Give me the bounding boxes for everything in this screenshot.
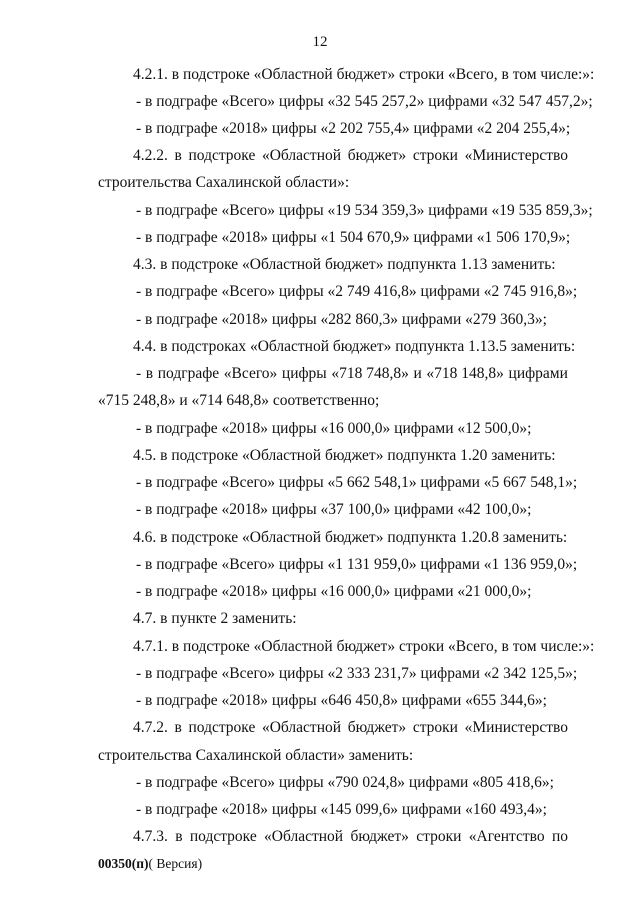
paragraph-line: - в подграфе «Всего» цифры «5 662 548,1» цифрами «5 667 548,1»;	[136, 474, 578, 491]
word: подстроке	[188, 147, 256, 164]
word: «Министерство	[464, 147, 568, 164]
paragraph-line: - в подграфе «Всего» цифры «2 749 416,8» цифрами «2 745 916,8»;	[136, 283, 578, 300]
paragraph-line: - в подграфе «2018» цифры «16 000,0» цифрами «21 000,0»;	[136, 583, 532, 600]
paragraph-line-justified	[133, 828, 568, 846]
word: в	[175, 828, 183, 845]
paragraph-line: - в подграфе «2018» цифры «1 504 670,9» цифрами «1 506 170,9»;	[136, 229, 571, 246]
paragraph-line: 4.3. в подстроке «Областной бюджет» подпункта 1.13 заменить:	[133, 256, 556, 273]
word: цифры	[281, 365, 327, 382]
paragraph-line: 4.5. в подстроке «Областной бюджет» подпункта 1.20 заменить:	[133, 447, 556, 464]
word: бюджет»	[350, 828, 409, 845]
word: «718 748,8»	[331, 365, 409, 382]
paragraph-line: - в подграфе «Всего» цифры «19 534 359,3» цифрами «19 535 859,3»;	[136, 202, 593, 219]
paragraph-line: «715 248,8» и «714 648,8» соответственно;	[98, 392, 380, 409]
word: подстроке	[189, 828, 257, 845]
paragraph-line: - в подграфе «2018» цифры «145 099,6» цифрами «160 493,4»;	[136, 801, 547, 818]
paragraph-line-justified	[133, 147, 568, 165]
paragraph-line: строительства Сахалинской области» заменить:	[98, 747, 414, 764]
word: подстроке	[188, 719, 256, 736]
word: строки	[412, 719, 458, 736]
paragraph-line: 4.4. в подстроках «Областной бюджет» подпункта 1.13.5 заменить:	[133, 338, 576, 355]
paragraph-line-justified	[133, 719, 568, 737]
word: в	[174, 719, 182, 736]
word: «Всего»	[223, 365, 278, 382]
paragraph-line: 4.2.1. в подстроке «Областной бюджет» строки «Всего, в том числе:»:	[133, 66, 595, 83]
paragraph-line: 4.7.1. в подстроке «Областной бюджет» строки «Всего, в том числе:»:	[133, 638, 595, 655]
word: «Областной	[261, 719, 342, 736]
word: «Министерство	[464, 719, 568, 736]
paragraph-line: - в подграфе «2018» цифры «37 100,0» цифрами «42 100,0»;	[136, 501, 532, 518]
paragraph-line: - в подграфе «Всего» цифры «32 545 257,2» цифрами «32 547 457,2»;	[136, 93, 593, 110]
word: бюджет»	[347, 719, 407, 736]
paragraph-line: - в подграфе «2018» цифры «282 860,3» цифрами «279 360,3»;	[136, 311, 547, 328]
footer	[98, 856, 202, 872]
word: и	[413, 365, 422, 382]
paragraph-line-justified	[136, 365, 568, 383]
word: в	[145, 365, 154, 382]
word: -	[136, 365, 142, 382]
footer-code: 00350(п)	[98, 856, 149, 871]
word: 4.7.3.	[133, 828, 168, 845]
word: «718 148,8»	[426, 365, 504, 382]
paragraph-line: - в подграфе «2018» цифры «16 000,0» цифрами «12 500,0»;	[136, 420, 532, 437]
paragraph-line: строительства Сахалинской области»:	[98, 174, 350, 191]
word: подграфе	[157, 365, 220, 382]
word: строки	[412, 147, 458, 164]
paragraph-line: - в подграфе «Всего» цифры «1 131 959,0» цифрами «1 136 959,0»;	[136, 556, 578, 573]
paragraph-line: - в подграфе «Всего» цифры «790 024,8» цифрами «805 418,6»;	[136, 774, 554, 791]
paragraph-line: - в подграфе «2018» цифры «646 450,8» цифрами «655 344,6»;	[136, 692, 547, 709]
paragraph-line: 4.7. в пункте 2 заменить:	[133, 610, 297, 627]
paragraph-line: - в подграфе «Всего» цифры «2 333 231,7» цифрами «2 342 125,5»;	[136, 665, 578, 682]
word: 4.2.2.	[133, 147, 168, 164]
paragraph-line: 4.6. в подстроке «Областной бюджет» подпункта 1.20.8 заменить:	[133, 529, 568, 546]
word: бюджет»	[347, 147, 407, 164]
word: цифрами	[508, 365, 568, 382]
word: «Областной	[264, 828, 344, 845]
page-number: 12	[312, 34, 328, 50]
footer-version: ( Версия)	[148, 856, 203, 871]
word: «Агентство	[468, 828, 545, 845]
word: строки	[416, 828, 462, 845]
word: «Областной	[261, 147, 342, 164]
word: в	[174, 147, 182, 164]
paragraph-line: - в подграфе «2018» цифры «2 202 755,4» цифрами «2 204 255,4»;	[136, 120, 571, 137]
word: 4.7.2.	[133, 719, 168, 736]
word: по	[551, 828, 568, 845]
